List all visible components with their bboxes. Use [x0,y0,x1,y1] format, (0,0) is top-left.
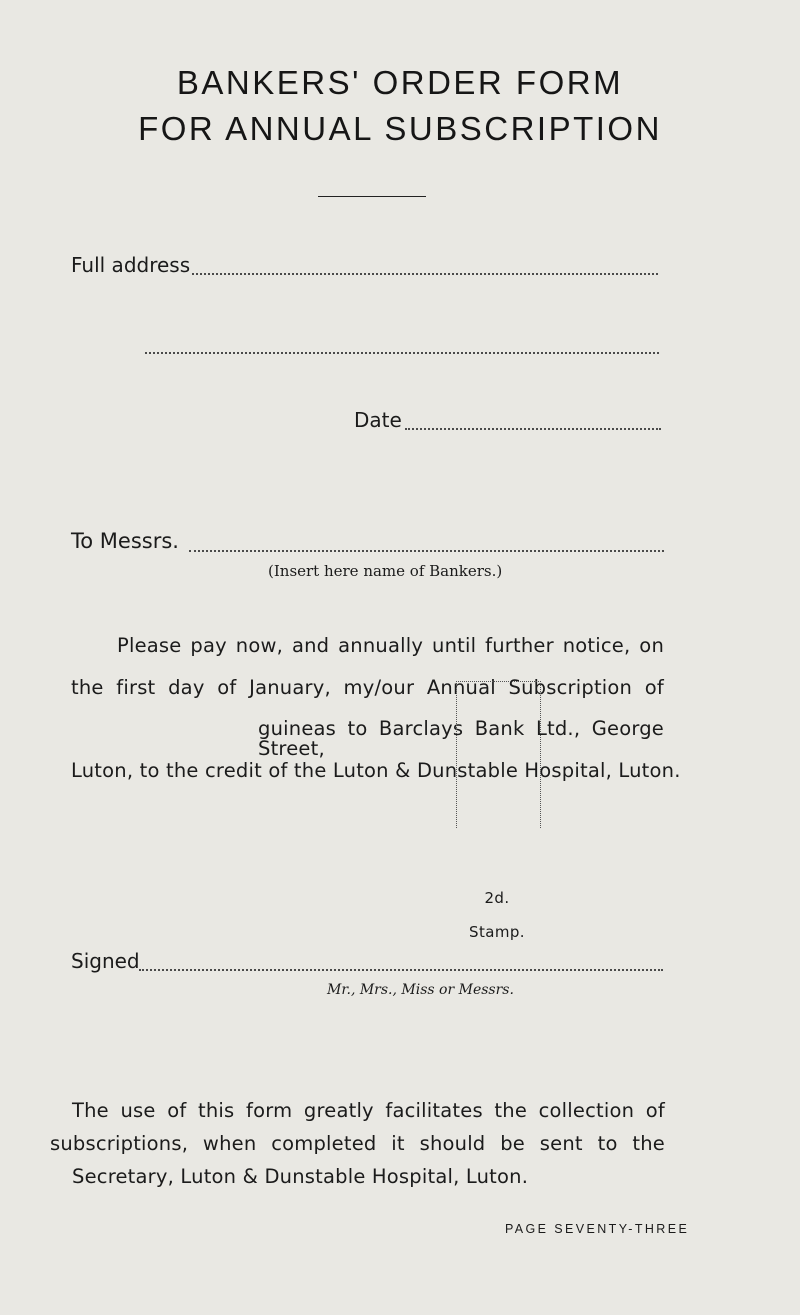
date-label: Date [354,408,402,432]
full-address-field-line-2[interactable] [145,352,659,354]
stamp-label: Stamp. [469,923,525,941]
signature-field[interactable] [139,969,663,971]
title-divider [318,196,426,197]
stamp-amount: 2d. [484,889,510,907]
signatory-note: Mr., Mrs., Miss or Messrs. [327,982,514,998]
page-number-label: PAGE SEVENTY-THREE [505,1222,690,1236]
instruction-line-2: the first day of January, my/our Annual Subscription of [71,676,664,699]
date-field[interactable] [405,428,661,430]
instruction-line-3: guineas to Barclays Bank Ltd., George Street, [258,717,664,760]
insert-bankers-note: (Insert here name of Bankers.) [268,562,503,580]
to-messrs-label: To Messrs. [71,529,179,553]
instruction-line-4: Luton, to the credit of the Luton & Dunstable Hospital, Luton. [71,759,681,782]
closing-line-3: Secretary, Luton & Dunstable Hospital, Luton. [72,1165,529,1188]
form-title-line-1: BANKERS' ORDER FORM [176,64,624,101]
full-address-field[interactable] [192,273,658,275]
full-address-label: Full address [71,253,191,277]
form-title-line-2: FOR ANNUAL SUBSCRIPTION [138,110,662,147]
bankers-name-field[interactable] [189,550,664,552]
signed-label: Signed [71,949,140,973]
closing-line-1: The use of this form greatly facilitates the collection of [72,1099,665,1122]
instruction-line-1: Please pay now, and annually until further notice, on [117,634,664,657]
closing-line-2: subscriptions, when completed it should be sent to the [50,1132,665,1155]
stamp-box [456,681,541,828]
